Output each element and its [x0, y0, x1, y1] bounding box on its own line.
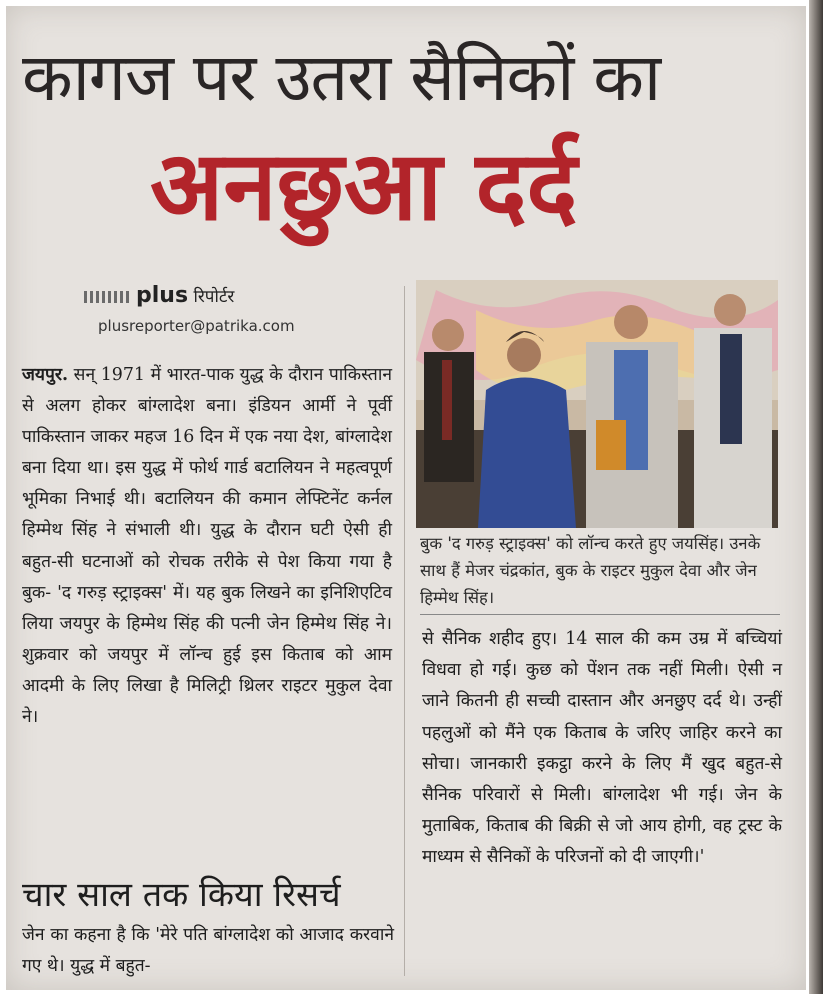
book-launch-photo-image [416, 280, 778, 528]
article-body-left-continued: जेन का कहना है कि 'मेरे पति बांग्लादेश को आजाद करवाने गए थे। युद्ध में बहुत- [22, 925, 394, 976]
dateline: जयपुर. [22, 365, 69, 385]
byline [84, 283, 384, 308]
headline-line-2: अनछुआ दर्द [150, 130, 578, 242]
byline-role: रिपोर्टर [193, 287, 235, 307]
byline-rule-decoration [84, 291, 130, 303]
article-body-left: सन् 1971 में भारत-पाक युद्ध के दौरान पाकिस्तान से अलग होकर बांग्लादेश बना। इंडियन आर्मी ने पूर्वी पाकिस्तान जाकर महज 16 दिन में एक नया देश, बांग्लादेश बना दिया था। इस युद्ध में फोर्थ गार्ड बटालियन ने महत्वपूर्ण भूमिका निभाई थी। बटालियन की कमान लेफ्टिनेंट कर्नल हिम्मेथ सिंह ने संभाली थी। युद्ध के दौरान घटी ऐसी ही बहुत-सी घटनाओं को रोचक तरीके से पेश किया गया है बुक- 'द गरुड़ स्ट्राइक्स' में। यह बुक लिखने का इनिशिएटिव लिया जयपुर के हिम्मेथ सिंह की पत्नी जेन हिम्मेथ सिंह ने। शुक्रवार को जयपुर में लॉन्च हुई इस किताब को आम आदमी के लिए लिखा है मिलिट्री थ्रिलर राइटर मुकुल देवा ने। [22, 365, 392, 728]
reporter-email: plusreporter@patrika.com [98, 317, 295, 335]
column-divider [404, 286, 405, 976]
article-column-right: से सैनिक शहीद हुए। 14 साल की कम उम्र में बच्चियां विधवा हो गई। कुछ को पेंशन तक नहीं मिली। ऐसी न जाने कितनी ही सच्ची दास्तान और अनछुए दर्द थे। उन्हीं पहलुओं को मैंने एक किताब के जरिए जाहिर करने का सोचा। जानकारी इकट्ठा करने के लिए मैं खुद बहुत-से सैनिक परिवारों से मिली। बांग्लादेश भी गई। जेन के मुताबिक, किताब की बिक्री से जो आय होगी, वह ट्रस्ट के माध्यम से सैनिकों के परिजनों को दी जाएगी।' [422, 629, 782, 868]
photo-caption: बुक 'द गरुड़ स्ट्राइक्स' को लॉन्च करते हुए जयसिंह। उनके साथ हैं मेजर चंद्रकांत, बुक के राइटर मुकुल देवा और जेन हिम्मेथ सिंह। [420, 530, 780, 615]
subheading: चार साल तक किया रिसर्च [22, 875, 341, 915]
headline-line-1: कागज पर उतरा सैनिकों का [22, 39, 661, 116]
byline-brand: plus [136, 283, 189, 308]
book-launch-photo [416, 280, 778, 528]
article-column-left [22, 360, 392, 733]
page-edge-shadow [809, 0, 823, 994]
